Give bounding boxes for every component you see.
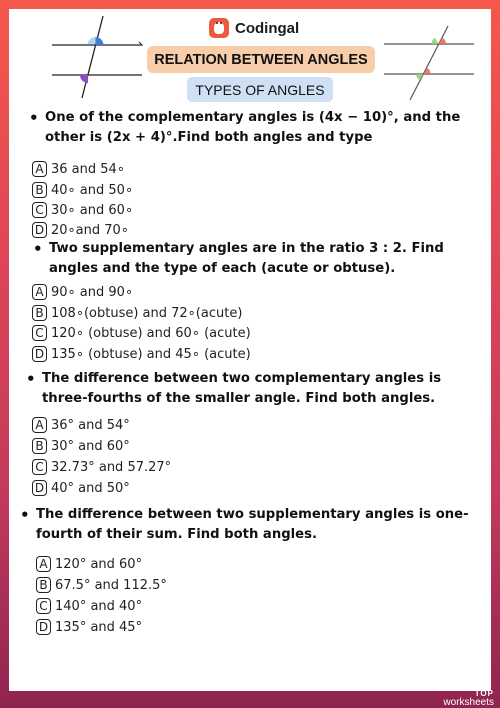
option-2a[interactable]: A 90∘ and 90∘: [32, 282, 133, 302]
brand: [209, 17, 299, 39]
question-1: • One of the complementary angles is (4x − 10)°, and the other is (2x + 4)°.Find both angles and type: [29, 109, 461, 145]
option-1a[interactable]: A 36 and 54∘: [32, 159, 125, 179]
option-3a[interactable]: A 36° and 54°: [32, 415, 130, 435]
question-text: Two supplementary angles are in the ratio 3 : 2. Find angles and the type of each (acute or obtuse).: [49, 241, 444, 276]
question-text: The difference between two supplementary angles is one-fourth of their sum. Find both angles.: [36, 507, 469, 542]
option-4b[interactable]: B 67.5° and 112.5°: [36, 575, 167, 595]
parallel-lines-diagram-right: [380, 24, 480, 104]
option-4d[interactable]: D 135° and 45°: [36, 617, 142, 637]
question-4: • The difference between two supplementary angles is one-fourth of their sum. Find both angles.: [20, 506, 469, 542]
option-3c[interactable]: C 32.73° and 57.27°: [32, 457, 171, 477]
parallel-lines-diagram-left: [48, 12, 148, 100]
option-1c[interactable]: C 30∘ and 60∘: [32, 200, 133, 220]
option-2b[interactable]: B 108∘(obtuse) and 72∘(acute): [32, 303, 242, 323]
option-4a[interactable]: A 120° and 60°: [36, 554, 142, 574]
option-1d[interactable]: D 20∘and 70∘: [32, 220, 129, 240]
option-1b[interactable]: B 40∘ and 50∘: [32, 180, 133, 200]
question-3: • The difference between two complementary angles is three-fourths of the smaller angle. Find both angles.: [26, 370, 442, 406]
question-text: One of the complementary angles is (4x − 10)°, and the other is (2x + 4)°.Find both angles and type: [45, 110, 461, 145]
page-subtitle: TYPES OF ANGLES: [187, 77, 333, 102]
option-2c[interactable]: C 120∘ (obtuse) and 60∘ (acute): [32, 323, 251, 343]
codingal-logo-icon: [209, 18, 229, 38]
brand-name: Codingal: [235, 19, 300, 37]
topworksheets-logo: TOP worksheets: [443, 689, 494, 708]
option-4c[interactable]: C 140° and 40°: [36, 596, 142, 616]
page-title: RELATION BETWEEN ANGLES: [147, 46, 375, 73]
option-2d[interactable]: D 135∘ (obtuse) and 45∘ (acute): [32, 344, 251, 364]
option-3b[interactable]: B 30° and 60°: [32, 436, 130, 456]
question-2: • Two supplementary angles are in the ratio 3 : 2. Find angles and the type of each (acute or obtuse).: [33, 240, 444, 276]
option-3d[interactable]: D 40° and 50°: [32, 478, 130, 498]
question-text: The difference between two complementary angles is three-fourths of the smaller angle. Find both angles.: [42, 371, 442, 406]
